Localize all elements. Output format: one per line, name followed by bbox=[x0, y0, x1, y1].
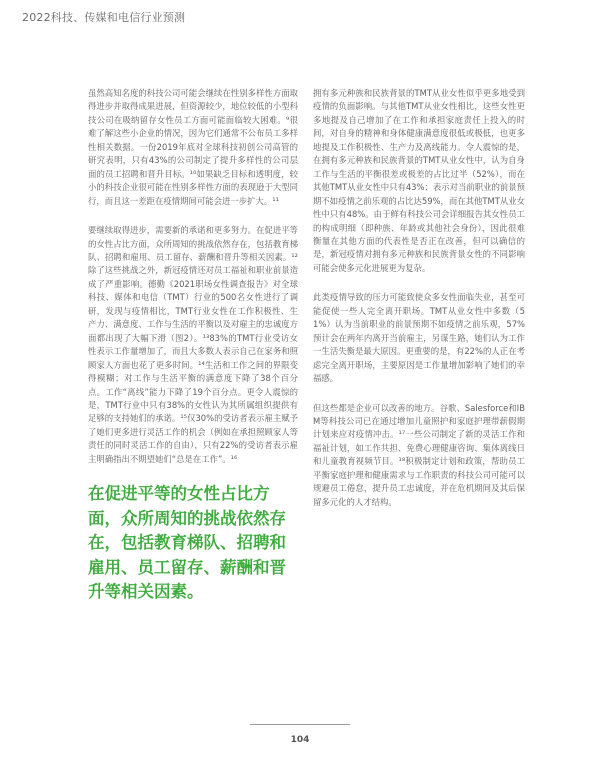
footer-divider bbox=[250, 724, 350, 725]
right-paragraph-1: 拥有多元种族和民族背景的TMT从业女性似乎更多地受到疫情的负面影响。与其他TMT从业女性相比，这些女性更多地提及自己增加了在工作和承担家庭责任上投入的时间，对自身的精神和身体健康满意度很低或极低，也更多地提及工作积极性、生产力及离线能力。令人震惊的是，在拥有多元种族和民族背景的TMT从业女性中，认为自身工作与生活的平衡很差或极差的占比过半（52%），而在其他TMT从业女性中只有43%；表示对当前职业的前景预期不如疫情之前乐观的占比达59%，而在其他TMT从业女性中只有48%。由于鲜有科技公司会详细报告其女性员工的构成明细（即种族、年龄或其他社会身份），因此很难衡量在其他方面的代表性是否正在改善，但可以确信的是，新冠疫情对拥有多元种族和民族背景女性的不同影响可能会使多元化进展更为复杂。 bbox=[313, 88, 525, 273]
left-paragraph-2: 要继续取得进步，需要新的承诺和更多努力。在促进平等的女性占比方面，众所周知的挑战依然存在，包括教育梯队、招聘和雇用、员工留存、薪酬和晋升等相关因素。¹²除了这些挑战之外，新冠疫情还对员工福祉和职业前景造成了严重影响。德勤《2021职场女性调查报告》对全球科技、媒体和电信（TMT）行业的500名女性进行了调研，发现与疫情相比，TMT行业女性在工作积极性、生产力、满意度、工作与生活的平衡以及对雇主的忠诚度方面都出现了大幅下滑（图2）。¹³83%的TMT行业受访女性表示工作量增加了，而且大多数人表示自己在家务和照顾家人方面也花了更多时间。¹⁴生活和工作之间的界限变得模糊；对工作与生活平衡的满意度下降了38个百分点。工作“离线”能力下降了19个百分点。更令人震惊的是，TMT行业中只有38%的女性认为其所属组织提供有足够的支持她们的承诺。¹⁵仅30%的受访者表示雇主赋予了她们更多进行灵活工作的机会（例如在承担照顾家人等责任的同时灵活工作的自由），只有22%的受访者表示雇主明确指出不期望她们“总是在工作”。¹⁶ bbox=[88, 225, 298, 464]
pull-quote: 在促进平等的女性占比方面，众所周知的挑战依然存在，包括教育梯队、招聘和雇用、员工留存、薪酬和晋升等相关因素。 bbox=[88, 484, 286, 602]
right-paragraph-2: 此类疫情导致的压力可能致使众多女性面临失业，甚至可能促使一些人完全离开职场。TMT从业女性中多数（51%）认为当前职业的前景预期不如疫情之前乐观，57%预计会在两年内离开当前雇主，另谋生路，她们认为工作一生活失衡是最大原因。更重要的是，有22%的人正在考虑完全离开职场，主要原因是工作量增加影响了她们的幸福感。 bbox=[313, 292, 525, 384]
right-column bbox=[313, 87, 525, 525]
left-paragraph-1: 虽然高知名度的科技公司可能会继续在性别多样性方面取得进步并取得成果进展，但资源较少，地位较低的小型科技公司在吸纳留存女性员工方面可能面临较大困难。⁹很难了解这些小企业的情况，因为它们通常不公布员工多样性相关数据。一份2019年底对全球科技初创公司高管的研究表明，只有43%的公司制定了提升多样性的公司层面的员工招聘和晋升目标。¹⁰如果缺乏目标和透明度，较小的科技企业很可能在性别多样性方面的表现逊于大型同行，而且这一差距在疫情期间可能会进一步扩大。¹¹ bbox=[88, 88, 298, 206]
right-paragraph-3: 但这些都是企业可以改善的地方。谷歌、Salesforce和IBM等科技公司已在通过增加儿童照护和家庭护理带薪假期计划来应对疫情冲击。¹⁷一些公司制定了新的灵活工作和福祉计划，如工作共担、免费心理健康咨询、集体离线日和儿童教育视频节目。¹⁸积极制定计划和政策，帮助员工平衡家庭护理和健康需求与工作职责的科技公司可能可以规避员工倦怠，提升员工忠诚度，并在危机期间及其后保留多元化的人才结构。 bbox=[313, 402, 525, 507]
page-number: 104 bbox=[290, 735, 310, 745]
report-header: 2022科技、传媒和电信行业预测 bbox=[22, 11, 186, 24]
left-column bbox=[88, 87, 298, 605]
